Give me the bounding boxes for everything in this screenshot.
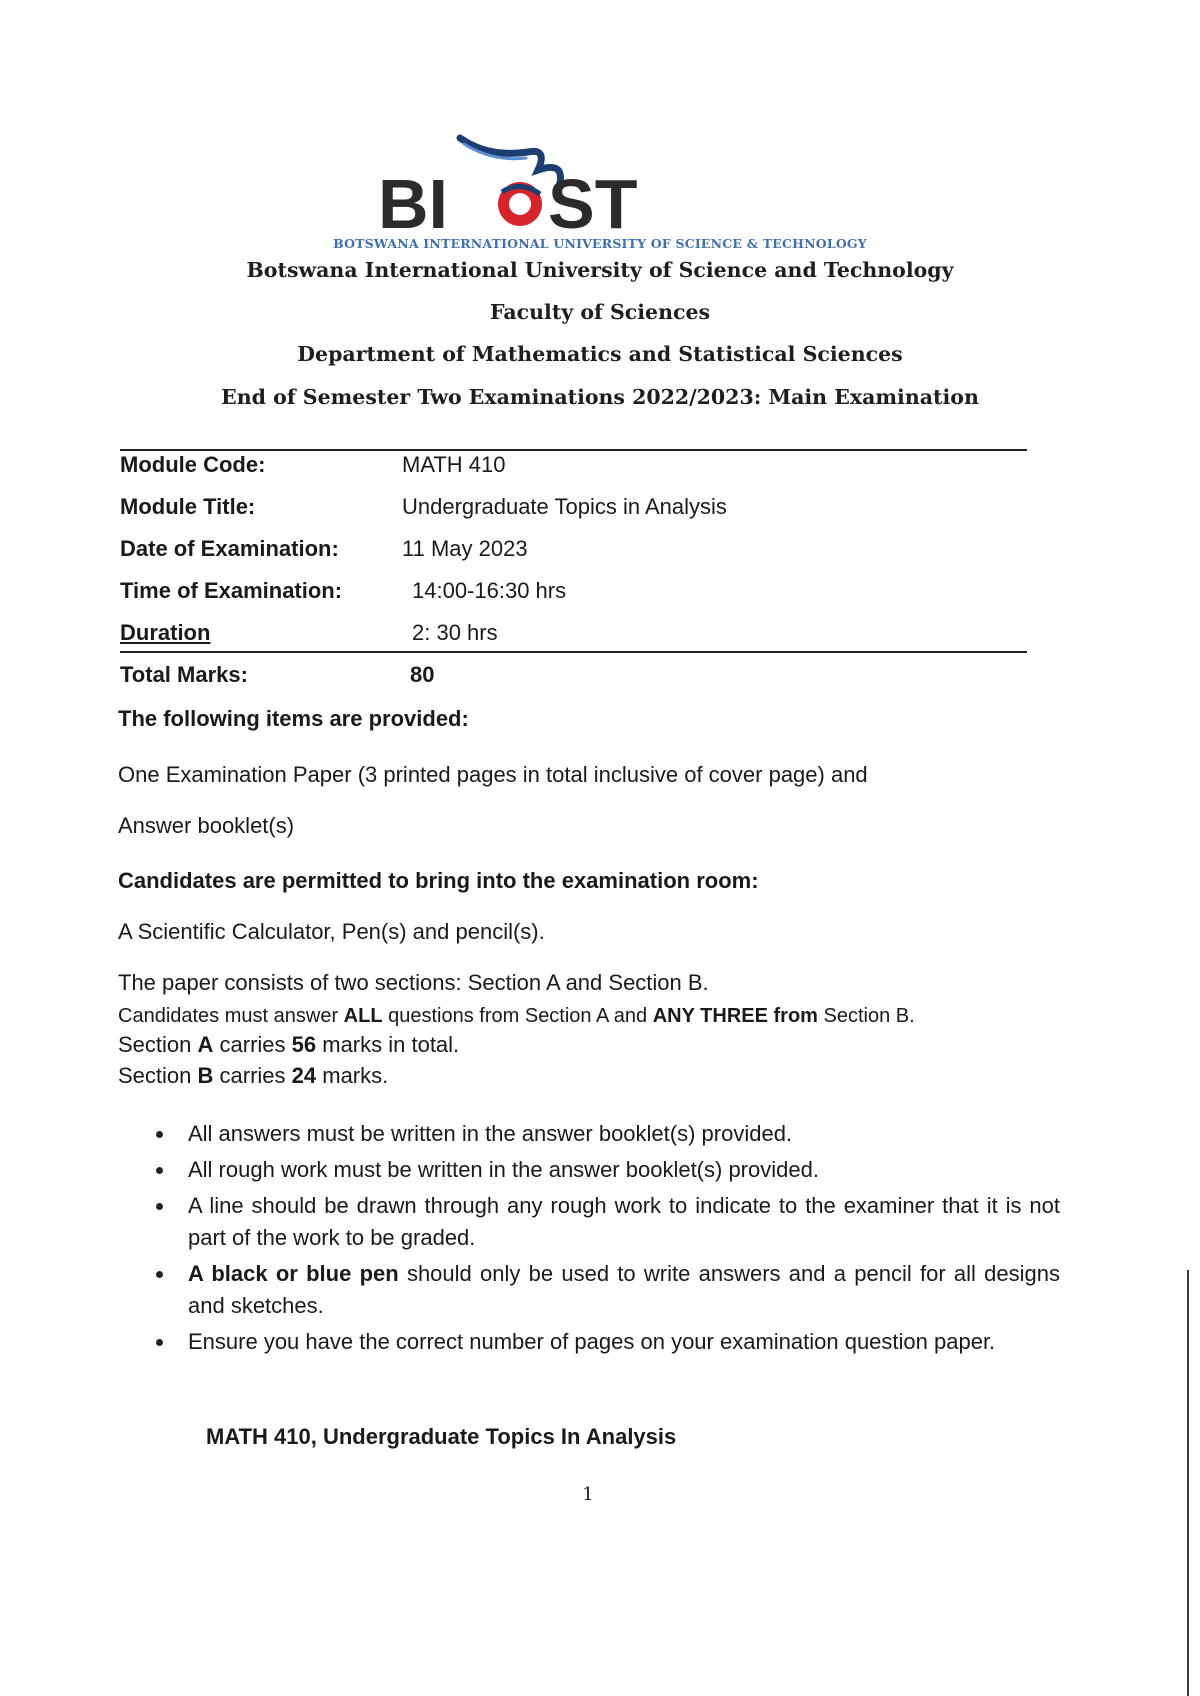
answer-rule-all: ALL	[343, 1005, 383, 1027]
section-a-letter: A	[197, 1032, 214, 1057]
section-a-marks	[118, 1032, 459, 1058]
list-item	[150, 1118, 1060, 1150]
top-rule	[120, 449, 1027, 451]
bullet-icon	[156, 1167, 163, 1174]
page-number: 1	[582, 1484, 594, 1505]
section-b-marks	[118, 1063, 388, 1089]
total-marks-value: 80	[410, 662, 435, 687]
section-a-text: carries	[213, 1032, 292, 1057]
bullet-icon	[156, 1271, 163, 1278]
module-code-value: MATH 410	[402, 452, 506, 477]
answer-rule-text: questions from Section A and	[382, 1005, 653, 1027]
section-b-letter: B	[197, 1063, 214, 1088]
duration-value: 2: 30 hrs	[412, 620, 498, 645]
total-marks-label: Total Marks:	[120, 662, 248, 687]
section-a-text: Section	[118, 1032, 198, 1057]
instruction-text: A line should be drawn through any rough work to indicate to the examiner that it is not part of the work to be graded.	[188, 1193, 1060, 1250]
module-title-value: Undergraduate Topics in Analysis	[402, 494, 727, 519]
bullet-icon	[156, 1203, 163, 1210]
bottom-rule	[120, 651, 1027, 653]
scan-edge-line	[1187, 1270, 1189, 1696]
duration-label: Duration	[120, 620, 211, 645]
sections-consists: The paper consists of two sections: Section A and Section B.	[118, 970, 709, 995]
list-item	[150, 1190, 1060, 1254]
section-a-text: marks in total.	[316, 1032, 460, 1057]
section-b-text: marks.	[316, 1063, 389, 1088]
module-title-label: Module Title:	[120, 494, 256, 519]
provided-line-2: Answer booklet(s)	[118, 813, 295, 838]
university-name: Botswana International University of Science and Technology	[246, 258, 954, 282]
logo-subtitle: BOTSWANA INTERNATIONAL UNIVERSITY OF SCIENCE & TECHNOLOGY	[333, 236, 867, 251]
section-a-mark-count: 56	[291, 1032, 317, 1057]
department-name: Department of Mathematics and Statistical Sciences	[297, 342, 903, 366]
time-value: 14:00-16:30 hrs	[412, 578, 567, 603]
section-b-mark-count: 24	[291, 1063, 317, 1088]
answer-rule-text: Section B.	[817, 1005, 915, 1027]
section-b-text: carries	[213, 1063, 292, 1088]
instructions-list	[150, 1118, 1060, 1362]
answer-rule-any-three: ANY THREE from	[652, 1005, 818, 1027]
list-item	[150, 1154, 1060, 1186]
bullet-icon	[156, 1131, 163, 1138]
section-b-text: Section	[118, 1063, 198, 1088]
exam-title: End of Semester Two Examinations 2022/2023: Main Examination	[221, 385, 979, 409]
provided-line-1: One Examination Paper (3 printed pages in total inclusive of cover page) and	[118, 762, 868, 787]
time-label: Time of Examination:	[120, 578, 343, 603]
provided-heading: The following items are provided:	[118, 706, 469, 731]
instruction-emphasis: A black or blue pen	[188, 1261, 399, 1286]
biust-logo	[378, 130, 758, 243]
svg-text:BI: BI	[378, 165, 448, 243]
date-value: 11 May 2023	[402, 536, 528, 561]
instruction-text: All rough work must be written in the answer booklet(s) provided.	[188, 1157, 819, 1182]
list-item	[150, 1258, 1060, 1322]
instruction-text: Ensure you have the correct number of pages on your examination question paper.	[188, 1329, 996, 1354]
list-item	[150, 1326, 1060, 1358]
module-code-label: Module Code:	[120, 452, 266, 477]
date-label: Date of Examination:	[120, 536, 339, 561]
svg-text:ST: ST	[548, 165, 638, 243]
answer-rule-text: Candidates must answer	[118, 1005, 344, 1027]
sections-answer-rule	[118, 1005, 915, 1028]
bullet-icon	[156, 1339, 163, 1346]
permitted-heading: Candidates are permitted to bring into the examination room:	[118, 868, 759, 893]
footer-module-title: MATH 410, Undergraduate Topics In Analysis	[206, 1424, 677, 1449]
permitted-items: A Scientific Calculator, Pen(s) and pencil(s).	[118, 919, 545, 944]
instruction-text: All answers must be written in the answer booklet(s) provided.	[188, 1121, 793, 1146]
faculty-name: Faculty of Sciences	[489, 300, 711, 324]
instruction-text: should only be used to write answers and a pencil for all designs and sketches.	[188, 1261, 1060, 1318]
